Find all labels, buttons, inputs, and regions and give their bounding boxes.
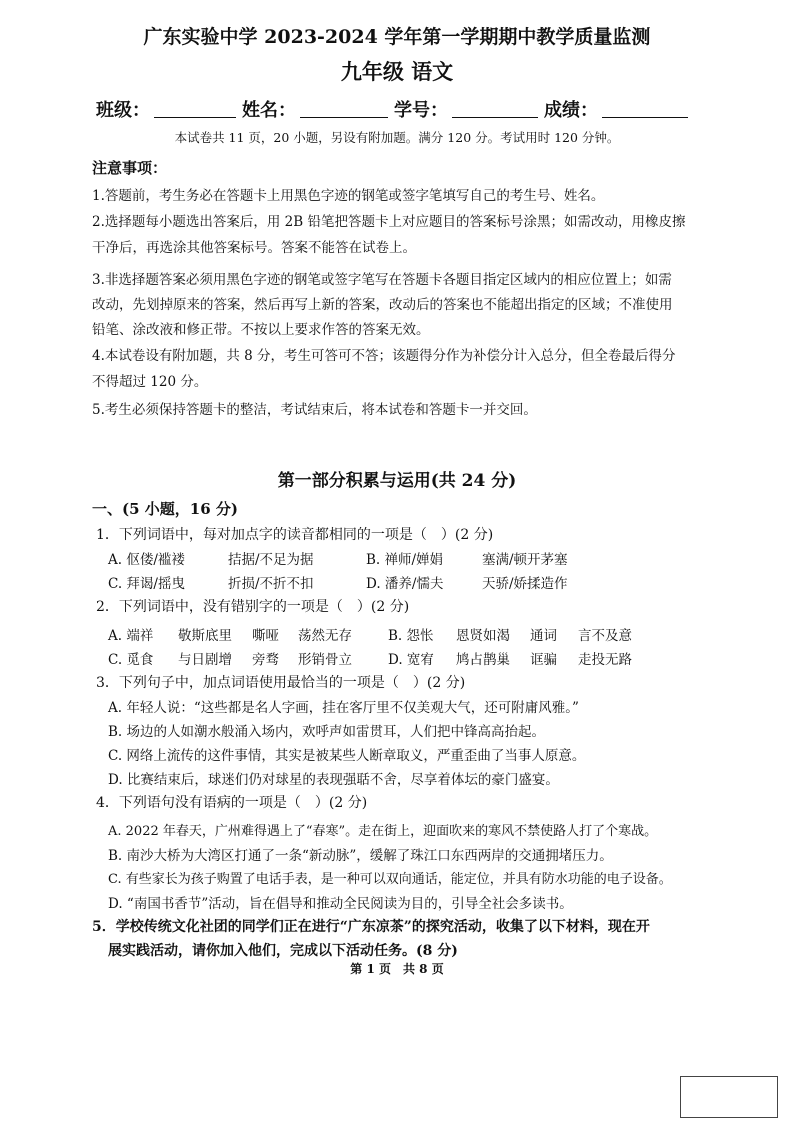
notice-item: 铅笔、涂改液和修正带。不按以上要求作答的答案无效。 <box>92 322 430 338</box>
question-5-stem: 5．学校传统文化社团的同学们正在进行“广东凉茶”的探究活动，收集了以下材料，现在开 <box>92 919 650 935</box>
question-2-option-d: D. 宽宥 <box>388 652 434 668</box>
score-blank <box>602 99 688 118</box>
question-3-stem: 3．下列句子中，加点词语使用最恰当的一项是（ ）(2 分) <box>96 675 466 691</box>
question-3-option-d: D. 比赛结束后，球迷们仍对球星的表现强聒不舍，尽享着体坛的豪门盛宴。 <box>108 772 559 788</box>
student-id-label: 学号： <box>394 100 448 121</box>
question-1-option-d: D. 潘养/懦夫 <box>366 576 444 592</box>
question-1-option-b-extra: 塞满/顿开茅塞 <box>482 552 568 568</box>
question-4-option-d: D. “南国书香节”活动，旨在倡导和推动全民阅读为目的，引导全社会多读书。 <box>108 896 573 912</box>
score-stamp-box <box>680 1076 778 1118</box>
question-2-word: 言不及意 <box>578 628 632 644</box>
notice-heading: 注意事项： <box>92 159 168 177</box>
question-2-word: 敬斯底里 <box>178 628 232 644</box>
question-1-option-a: A. 伛偻/褴褛 <box>108 552 185 568</box>
notice-item: 改动，先划掉原来的答案，然后再写上新的答案，改动后的答案也不能超出指定的区域；不准使用 <box>92 297 673 313</box>
name-blank <box>300 99 388 118</box>
part-heading: 一、(5 小题，16 分) <box>92 500 238 518</box>
question-2-word: 恩贤如渴 <box>456 628 510 644</box>
question-1-option-d-extra: 天骄/娇揉造作 <box>482 576 568 592</box>
page-footer: 第 1 页 共 8 页 <box>350 962 444 976</box>
question-1-option-c-extra: 折损/不折不扣 <box>228 576 314 592</box>
notice-item: 干净后，再选涂其他答案标号。答案不能答在试卷上。 <box>92 240 416 256</box>
question-1-option-c: C. 拜谒/摇曳 <box>108 576 185 592</box>
notice-item: 1.答题前，考生务必在答题卡上用黑色字迹的钢笔或签字笔填写自己的考生号、姓名。 <box>92 188 605 204</box>
notice-item: 2.选择题每小题选出答案后，用 2B 铅笔把答题卡上对应题目的答案标号涂黑；如需改动，用橡皮擦 <box>92 214 686 230</box>
question-3-option-c: C. 网络上流传的这件事情，其实是被某些人断章取义，严重歪曲了当事人原意。 <box>108 748 586 764</box>
question-2-option-a: A. 端祥 <box>108 628 154 644</box>
question-2-word: 通词 <box>530 628 557 644</box>
question-2-word: 形销骨立 <box>298 652 352 668</box>
class-label: 班级： <box>96 100 150 121</box>
question-5-stem-continued: 展实践活动，请你加入他们，完成以下活动任务。(8 分) <box>108 943 458 959</box>
notice-item: 5.考生必须保持答题卡的整洁，考试结束后，将本试卷和答题卡一并交回。 <box>92 402 537 418</box>
question-4-option-a: A. 2022 年春天，广州难得遇上了“春寒”。走在街上，迎面吹来的寒风不禁使路人打了个寒战。 <box>108 824 658 839</box>
name-label: 姓名： <box>242 100 296 121</box>
question-3-option-b: B. 场边的人如潮水般涌入场内，欢呼声如雷贯耳，人们把中锋高高抬起。 <box>108 724 546 740</box>
notice-item: 3.非选择题答案必须用黑色字迹的钢笔或签字笔写在答题卡各题目指定区域内的相应位置上；如需 <box>92 272 672 288</box>
question-4-option-c: C. 有些家长为孩子购置了电话手表，是一种可以双向通话，能定位，并具有防水功能的电子设备。 <box>108 872 672 887</box>
question-3-option-a: A. 年轻人说：“这些都是名人字画，挂在客厅里不仅美观大气，还可附庸风雅。” <box>108 700 579 716</box>
question-2-word: 旁骛 <box>252 652 279 668</box>
notice-item: 4.本试卷设有附加题，共 8 分，考生可答可不答；该题得分作为补偿分计入总分，但全卷最后得分 <box>92 348 676 364</box>
question-2-option-c: C. 觅食 <box>108 652 154 668</box>
exam-subtitle: 九年级 语文 <box>340 59 454 84</box>
question-2-option-b: B. 怨怅 <box>388 628 434 644</box>
question-2-word: 嘶哑 <box>252 628 279 644</box>
question-2-word: 荡然无存 <box>298 628 352 644</box>
notice-item: 不得超过 120 分。 <box>92 374 208 390</box>
question-2-word: 与日剧增 <box>178 652 232 668</box>
question-4-option-b: B. 南沙大桥为大湾区打通了一条“新动脉”，缓解了珠江口东西两岸的交通拥堵压力。 <box>108 848 613 864</box>
question-2-stem: 2．下列词语中，没有错别字的一项是（ ）(2 分) <box>96 599 410 615</box>
section-title: 第一部分积累与运用(共 24 分) <box>277 471 517 491</box>
student-id-blank <box>452 99 538 118</box>
exam-note: 本试卷共 11 页，20 小题，另设有附加题。满分 120 分。考试用时 120 分钟。 <box>174 130 620 145</box>
class-blank <box>154 99 236 118</box>
question-1-option-a-extra: 拮据/不足为据 <box>228 552 314 568</box>
question-4-stem: 4．下列语句没有语病的一项是（ ）(2 分) <box>96 795 368 811</box>
score-label: 成绩： <box>544 100 598 121</box>
question-1-stem: 1．下列词语中，每对加点字的读音都相同的一项是（ ）(2 分) <box>96 527 494 543</box>
question-2-word: 诓骗 <box>530 652 557 668</box>
question-1-option-b: B. 禅师/婵娟 <box>366 552 444 568</box>
exam-title: 广东实验中学 2023-2024 学年第一学期期中教学质量监测 <box>143 26 651 48</box>
question-2-word: 鸠占鹊巢 <box>456 652 510 668</box>
question-2-word: 走投无路 <box>578 652 632 668</box>
student-info-row <box>96 96 694 122</box>
